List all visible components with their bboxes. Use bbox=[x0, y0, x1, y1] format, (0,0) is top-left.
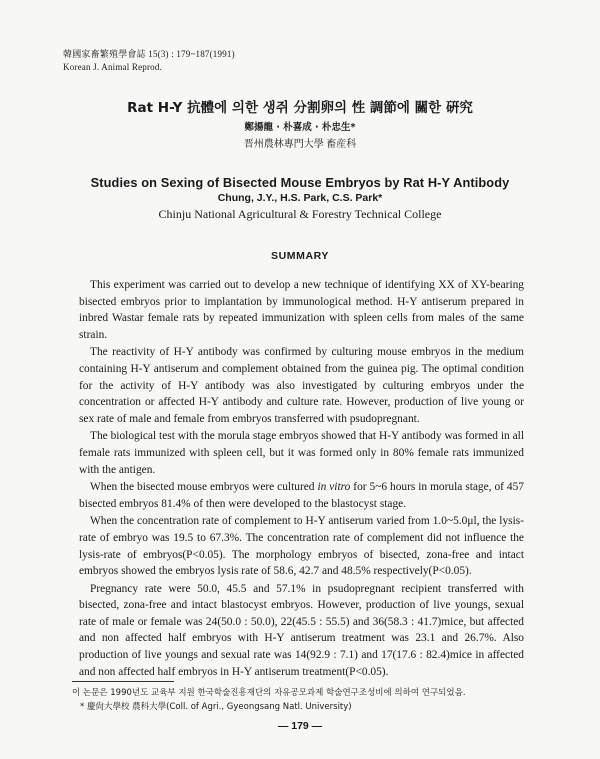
p4-text-a: When the bisected mouse embryos were cultured bbox=[90, 481, 318, 494]
title-english: Studies on Sexing of Bisected Mouse Embryos by Rat H-Y Antibody bbox=[90, 175, 510, 190]
affiliation-english: Chinju National Agricultural & Forestry Technical College bbox=[158, 207, 442, 221]
summary-paragraph-2: The reactivity of H-Y antibody was confirmed by culturing mouse embryos in the medium containing H-Y antiserum and complement obtained from the guinea pig. The optimal condition for the activity of H-Y antibody was also investigated by culturing embryos under the concentration or affected H-Y antibody and culture rate. However, production of live young or sex rate of male and female from embryos transferred with psudopregnant. bbox=[79, 346, 524, 425]
summary-paragraph-3: The biological test with the morula stage embryos showed that H-Y antibody was formed in all female rats immunized with spleen cell, but it was formed only in 80% female rats immunized with the antigen. bbox=[79, 430, 524, 476]
authors-english: Chung, J.Y., H.S. Park, C.S. Park* bbox=[217, 192, 383, 204]
title-korean: Rat H-Y 抗體에 의한 생쥐 分割卵의 性 調節에 關한 硏究 bbox=[127, 100, 473, 116]
page-number: — 179 — bbox=[277, 720, 323, 732]
summary-paragraph-1: This experiment was carried out to develop a new technique of identifying XX of XY-bearing bisected embryos prior to implantation by immunological method. H-Y antiserum prepared in inbred Wastar female rats by repeated immunization with spleen cells from males of the same strain. bbox=[79, 279, 524, 341]
summary-paragraph-4 bbox=[79, 479, 524, 512]
affiliation-korean: 晋州農林專門大學 畜産科 bbox=[243, 139, 357, 150]
journal-header bbox=[63, 48, 235, 74]
p4-italic-term: in vitro bbox=[317, 481, 351, 494]
authors-korean: 鄭揚龍 · 朴喜成 · 朴忠生* bbox=[244, 122, 356, 133]
journal-citation-en: Korean J. Animal Reprod. bbox=[63, 62, 163, 72]
footnote-affiliation: * 慶尙大學校 農科大學(Coll. of Agri., Gyeongsang Natl. University) bbox=[80, 702, 352, 712]
summary-heading: SUMMARY bbox=[270, 250, 330, 262]
footnote-divider bbox=[72, 681, 174, 682]
summary-paragraph-5: When the concentration rate of complement to H-Y antiserum varied from 1.0~5.0μl, the lysis-rate of embryo was 19.5 to 67.3%. The concentration rate of complement did not influence the lysis-rate of embryos(P<0.05). The morphology embryos of bisected, zona-free and intact embryos showed the embryos lysis rate of 58.6, 42.7 and 48.5% respectively(P<0.05). bbox=[79, 515, 524, 578]
summary-body bbox=[79, 277, 524, 681]
p4-text-b: for 5~6 hours in morula stage, of 457 bisected embryos 81.4% of then were developed to the blastocyst stage. bbox=[79, 481, 524, 510]
summary-paragraph-6: Pregnancy rate were 50.0, 45.5 and 57.1% in psudopregnant recipient transferred with bisected, zona-free and intact blastocyst embryos. However, production of live youngs, sexual rate of male or female was 24(50.0 : 50.0), 22(45.5 : 55.5) and 36(58.3 : 41.7)mice, but affected and non affected half embryos with H-Y antiserum treatment was 23.1 and 26.7%. Also production of live youngs and sexual rate was 14(92.9 : 7.1) and 17(17.6 : 82.4)mice in affected and non affected half embryos in H-Y antiserum treatment(P<0.05). bbox=[79, 582, 524, 678]
footnote-funding: 이 논문은 1990년도 교육부 지원 한국학술진흥재단의 자유공모과제 학술연구조성비에 의하여 연구되었음. bbox=[72, 688, 466, 698]
journal-citation-ko: 韓國家畜繁殖學會誌 15(3) : 179~187(1991) bbox=[63, 49, 235, 59]
